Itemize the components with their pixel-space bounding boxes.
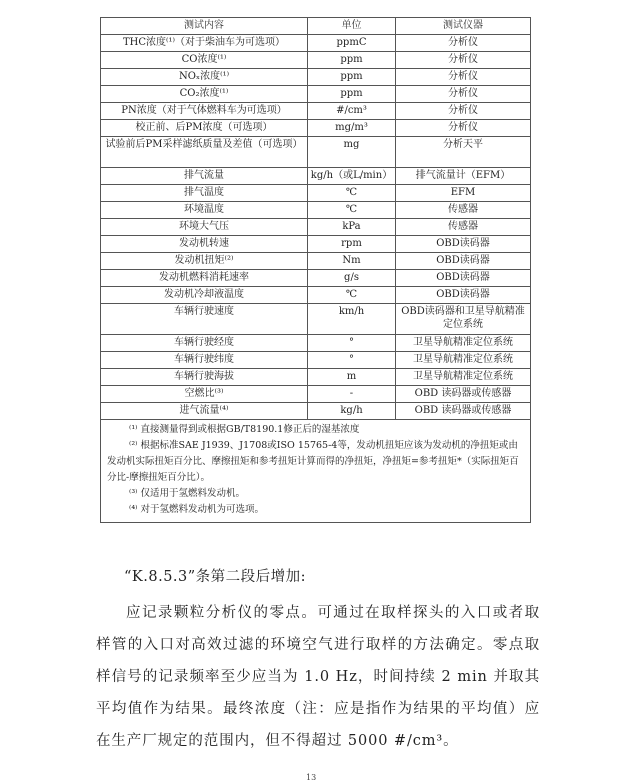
instrument-cell: OBD读码器: [396, 270, 531, 287]
item-cell: 车辆行驶纬度: [101, 352, 308, 369]
item-cell: 校正前、后PM浓度（可选项）: [101, 120, 308, 137]
unit-cell: #/cm³: [308, 103, 396, 120]
unit-cell: km/h: [308, 304, 396, 335]
table-notes: [101, 420, 531, 523]
table-row: [101, 304, 531, 335]
item-cell: 发动机燃料消耗速率: [101, 270, 308, 287]
table-row: [101, 352, 531, 369]
test-items-table: [100, 17, 531, 523]
instrument-cell: 分析天平: [396, 137, 531, 168]
item-cell: 车辆行驶经度: [101, 335, 308, 352]
table-row: [101, 386, 531, 403]
unit-cell: ℃: [308, 202, 396, 219]
instrument-cell: 分析仪: [396, 120, 531, 137]
instrument-cell: OBD 读码器或传感器: [396, 386, 531, 403]
item-cell: PN浓度（对于气体燃料车为可选项）: [101, 103, 308, 120]
instrument-cell: 分析仪: [396, 35, 531, 52]
item-cell: 发动机转速: [101, 236, 308, 253]
table-row: [101, 137, 531, 168]
item-cell: CO₂浓度⁽¹⁾: [101, 86, 308, 103]
unit-cell: g/s: [308, 270, 396, 287]
unit-cell: °: [308, 352, 396, 369]
unit-cell: kg/h（或L/min）: [308, 168, 396, 185]
instrument-cell: EFM: [396, 185, 531, 202]
instrument-cell: OBD 读码器或传感器: [396, 403, 531, 420]
item-cell: CO浓度⁽¹⁾: [101, 52, 308, 69]
page-number: 13: [306, 773, 317, 782]
instrument-cell: 分析仪: [396, 69, 531, 86]
item-cell: 车辆行驶速度: [101, 304, 308, 335]
table-row: [101, 185, 531, 202]
instrument-cell: 排气流量计（EFM）: [396, 168, 531, 185]
unit-cell: rpm: [308, 236, 396, 253]
instrument-cell: OBD读码器: [396, 253, 531, 270]
item-cell: 排气温度: [101, 185, 308, 202]
table-row: [101, 403, 531, 420]
table-row: [101, 253, 531, 270]
table-note: ⁽⁴⁾ 对于氢燃料发动机为可选项。: [129, 504, 264, 515]
table-row: [101, 103, 531, 120]
item-cell: 发动机冷却液温度: [101, 287, 308, 304]
unit-cell: ℃: [308, 287, 396, 304]
instrument-cell: 分析仪: [396, 103, 531, 120]
instrument-cell: 分析仪: [396, 86, 531, 103]
table-row: [101, 35, 531, 52]
instrument-cell: OBD读码器和卫星导航精准定位系统: [396, 304, 531, 335]
unit-cell: kg/h: [308, 403, 396, 420]
item-cell: 车辆行驶海拔: [101, 369, 308, 386]
table-note: ⁽²⁾ 根据标准SAE J1939、J1708或ISO 15765-4等，发动机扭矩应该为发动机的净扭矩或由发动机实际扭矩百分比、摩擦扭矩和参考扭矩计算而得的净扭矩，净扭矩=参考扭矩*（实际扭矩百分比-摩擦扭矩百分比）。: [107, 440, 519, 483]
unit-cell: ppm: [308, 69, 396, 86]
instrument-cell: OBD读码器: [396, 236, 531, 253]
table-row: [101, 270, 531, 287]
item-cell: THC浓度⁽¹⁾（对于柴油车为可选项）: [101, 35, 308, 52]
header-cell: 测试仪器: [396, 18, 531, 35]
body-paragraph: 应记录颗粒分析仪的零点。可通过在取样探头的入口或者取样管的入口对高效过滤的环境空气进行取样的方法确定。零点取样信号的记录频率至少应当为 1.0 Hz，时间持续 2 min 并取其平均值作为结果。最终浓度（注：应是指作为结果的平均值）应在生产厂规定的范围内，但不得超过 5000 #/cm³。: [96, 605, 540, 749]
table-note: ⁽³⁾ 仅适用于氢燃料发动机。: [129, 488, 245, 499]
table-row: [101, 52, 531, 69]
instrument-cell: 卫星导航精准定位系统: [396, 352, 531, 369]
unit-cell: °: [308, 335, 396, 352]
item-cell: 发动机扭矩⁽²⁾: [101, 253, 308, 270]
instrument-cell: 传感器: [396, 219, 531, 236]
table-row: [101, 236, 531, 253]
unit-cell: mg: [308, 137, 396, 168]
header-cell: 单位: [308, 18, 396, 35]
unit-cell: ppm: [308, 52, 396, 69]
unit-cell: -: [308, 386, 396, 403]
table-row: [101, 86, 531, 103]
table-row: [101, 168, 531, 185]
table-row: [101, 120, 531, 137]
table-row: [101, 369, 531, 386]
instrument-cell: 传感器: [396, 202, 531, 219]
clause-heading: “K.8.5.3”条第二段后增加:: [124, 569, 307, 585]
item-cell: 排气流量: [101, 168, 308, 185]
unit-cell: mg/m³: [308, 120, 396, 137]
item-cell: 环境温度: [101, 202, 308, 219]
instrument-cell: 卫星导航精准定位系统: [396, 335, 531, 352]
item-cell: 进气流量⁽⁴⁾: [101, 403, 308, 420]
table-header-row: [101, 18, 531, 35]
notes-row: [101, 420, 531, 523]
item-cell: 环境大气压: [101, 219, 308, 236]
table-row: [101, 287, 531, 304]
table-row: [101, 202, 531, 219]
instrument-cell: OBD读码器: [396, 287, 531, 304]
instrument-cell: 分析仪: [396, 52, 531, 69]
unit-cell: ppm: [308, 86, 396, 103]
item-cell: NOₓ浓度⁽¹⁾: [101, 69, 308, 86]
table-row: [101, 335, 531, 352]
table-note: ⁽¹⁾ 直接测量得到或根据GB/T8190.1修正后的湿基浓度: [129, 424, 360, 435]
instrument-cell: 卫星导航精准定位系统: [396, 369, 531, 386]
unit-cell: Nm: [308, 253, 396, 270]
header-cell: 测试内容: [101, 18, 308, 35]
unit-cell: ℃: [308, 185, 396, 202]
unit-cell: ppmC: [308, 35, 396, 52]
table-row: [101, 219, 531, 236]
item-cell: 试验前后PM采样滤纸质量及差值（可选项）: [101, 137, 308, 168]
item-cell: 空燃比⁽³⁾: [101, 386, 308, 403]
unit-cell: kPa: [308, 219, 396, 236]
unit-cell: m: [308, 369, 396, 386]
table-row: [101, 69, 531, 86]
